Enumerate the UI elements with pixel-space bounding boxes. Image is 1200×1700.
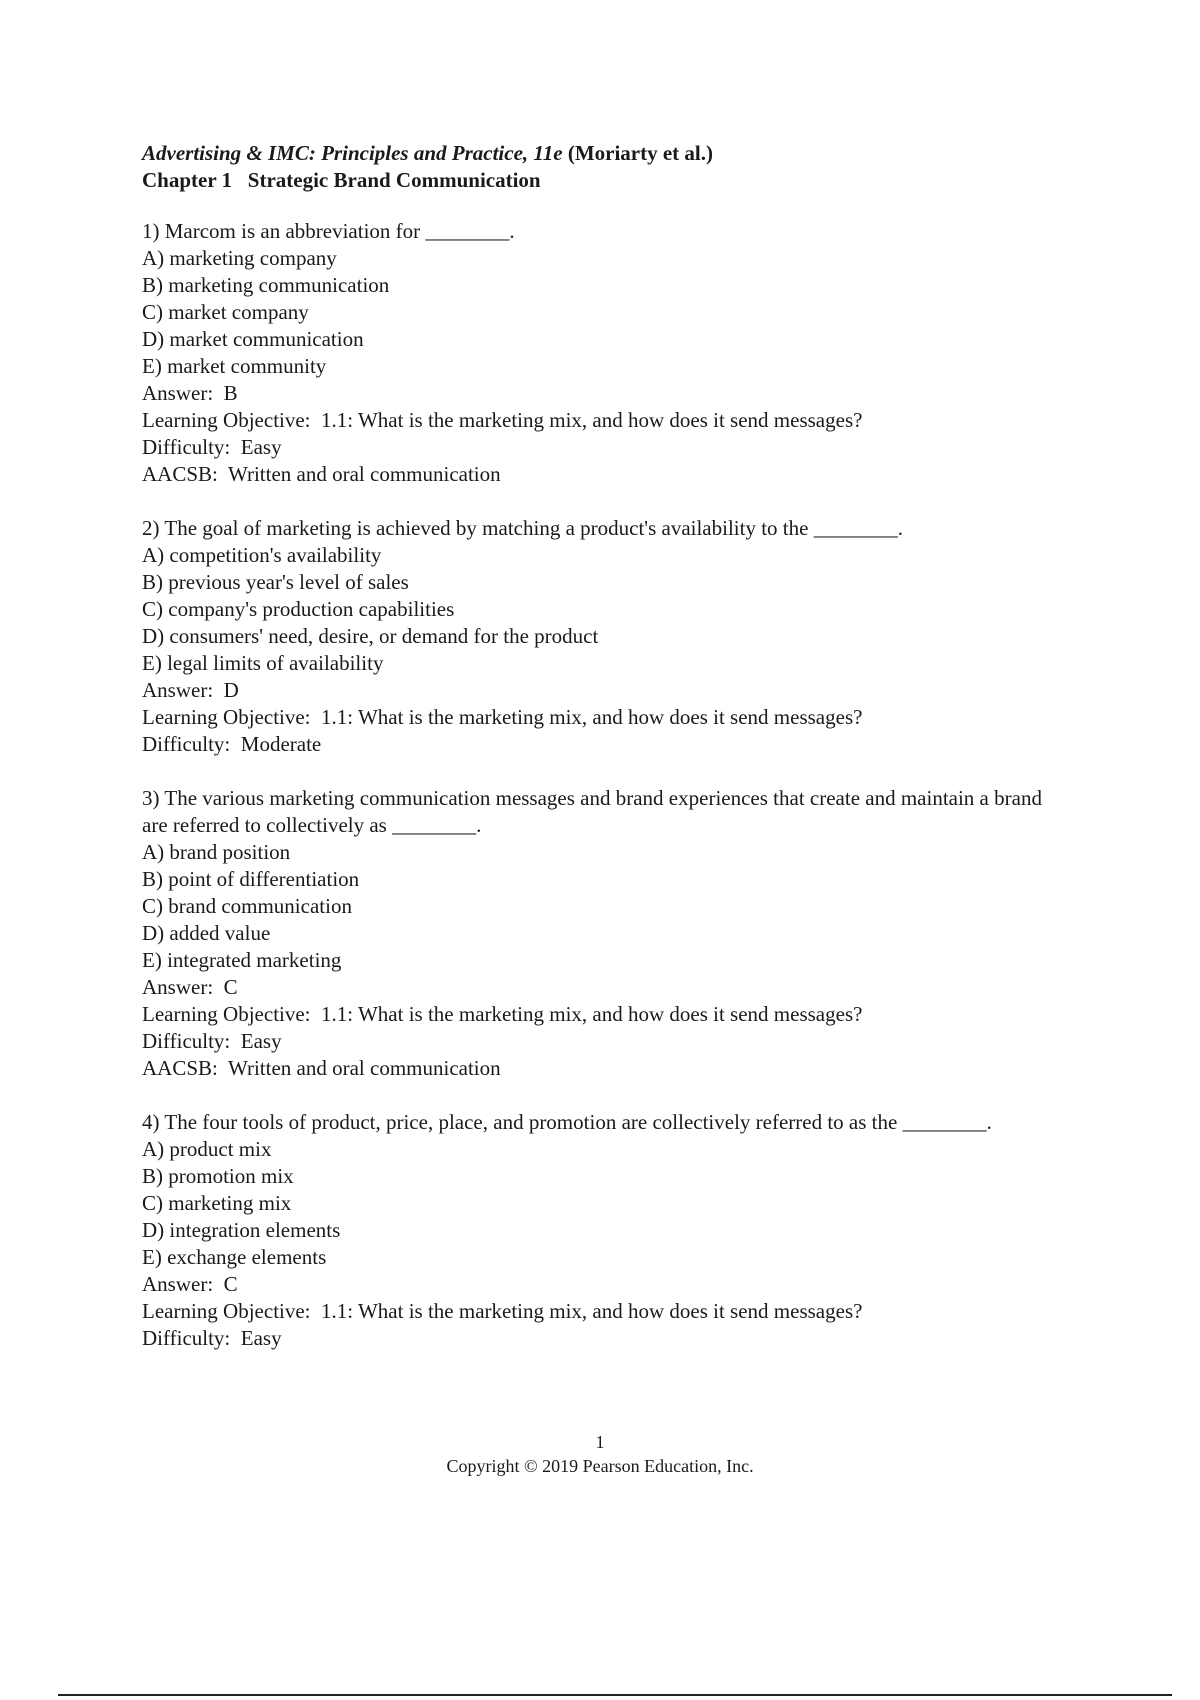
document-page (142, 140, 1062, 1379)
option-c: C) marketing mix (142, 1191, 292, 1215)
difficulty: Difficulty: Easy (142, 435, 282, 459)
answer: Answer: C (142, 975, 238, 999)
book-authors: (Moriarty et al.) (567, 141, 714, 165)
answer: Answer: B (142, 381, 238, 405)
answer: Answer: C (142, 1272, 238, 1296)
book-title: Advertising & IMC: Principles and Practice, 11e (142, 141, 563, 165)
question-2 (142, 515, 1062, 758)
option-b: B) marketing communication (142, 273, 390, 297)
book-title-line (142, 140, 1062, 167)
question-stem: 1) Marcom is an abbreviation for ________. (142, 219, 515, 243)
question-3 (142, 785, 1062, 1082)
page-footer (0, 1430, 1200, 1478)
option-c: C) brand communication (142, 894, 352, 918)
answer: Answer: D (142, 678, 239, 702)
question-stem: 3) The various marketing communication messages and brand experiences that create and maintain a brand are referred to collectively as ________. (142, 786, 1048, 837)
learning-objective: Learning Objective: 1.1: What is the marketing mix, and how does it send messages? (142, 705, 863, 729)
option-b: B) point of differentiation (142, 867, 360, 891)
option-a: A) competition's availability (142, 543, 382, 567)
aacsb: AACSB: Written and oral communication (142, 462, 501, 486)
option-c: C) company's production capabilities (142, 597, 455, 621)
option-e: E) legal limits of availability (142, 651, 384, 675)
option-d: D) consumers' need, desire, or demand for the product (142, 624, 599, 648)
option-e: E) market community (142, 354, 327, 378)
question-4 (142, 1109, 1062, 1352)
bottom-divider (58, 1694, 1172, 1696)
difficulty: Difficulty: Moderate (142, 732, 322, 756)
aacsb: AACSB: Written and oral communication (142, 1056, 501, 1080)
chapter-label: Chapter 1 (142, 168, 233, 192)
learning-objective: Learning Objective: 1.1: What is the marketing mix, and how does it send messages? (142, 1299, 863, 1323)
option-b: B) promotion mix (142, 1164, 294, 1188)
page-number: 1 (595, 1432, 605, 1452)
question-1 (142, 218, 1062, 488)
copyright-notice: Copyright © 2019 Pearson Education, Inc. (446, 1456, 754, 1476)
option-c: C) market company (142, 300, 309, 324)
chapter-heading (142, 167, 1062, 194)
option-d: D) integration elements (142, 1218, 341, 1242)
option-e: E) exchange elements (142, 1245, 327, 1269)
question-stem: 4) The four tools of product, price, place, and promotion are collectively referred to as the ________. (142, 1110, 992, 1134)
learning-objective: Learning Objective: 1.1: What is the marketing mix, and how does it send messages? (142, 408, 863, 432)
option-e: E) integrated marketing (142, 948, 342, 972)
chapter-title: Strategic Brand Communication (247, 168, 541, 192)
option-a: A) product mix (142, 1137, 272, 1161)
difficulty: Difficulty: Easy (142, 1326, 282, 1350)
document-header (142, 140, 1062, 194)
option-b: B) previous year's level of sales (142, 570, 409, 594)
option-d: D) added value (142, 921, 271, 945)
question-stem: 2) The goal of marketing is achieved by matching a product's availability to the ________. (142, 516, 903, 540)
option-d: D) market communication (142, 327, 364, 351)
learning-objective: Learning Objective: 1.1: What is the marketing mix, and how does it send messages? (142, 1002, 863, 1026)
option-a: A) marketing company (142, 246, 337, 270)
option-a: A) brand position (142, 840, 291, 864)
difficulty: Difficulty: Easy (142, 1029, 282, 1053)
